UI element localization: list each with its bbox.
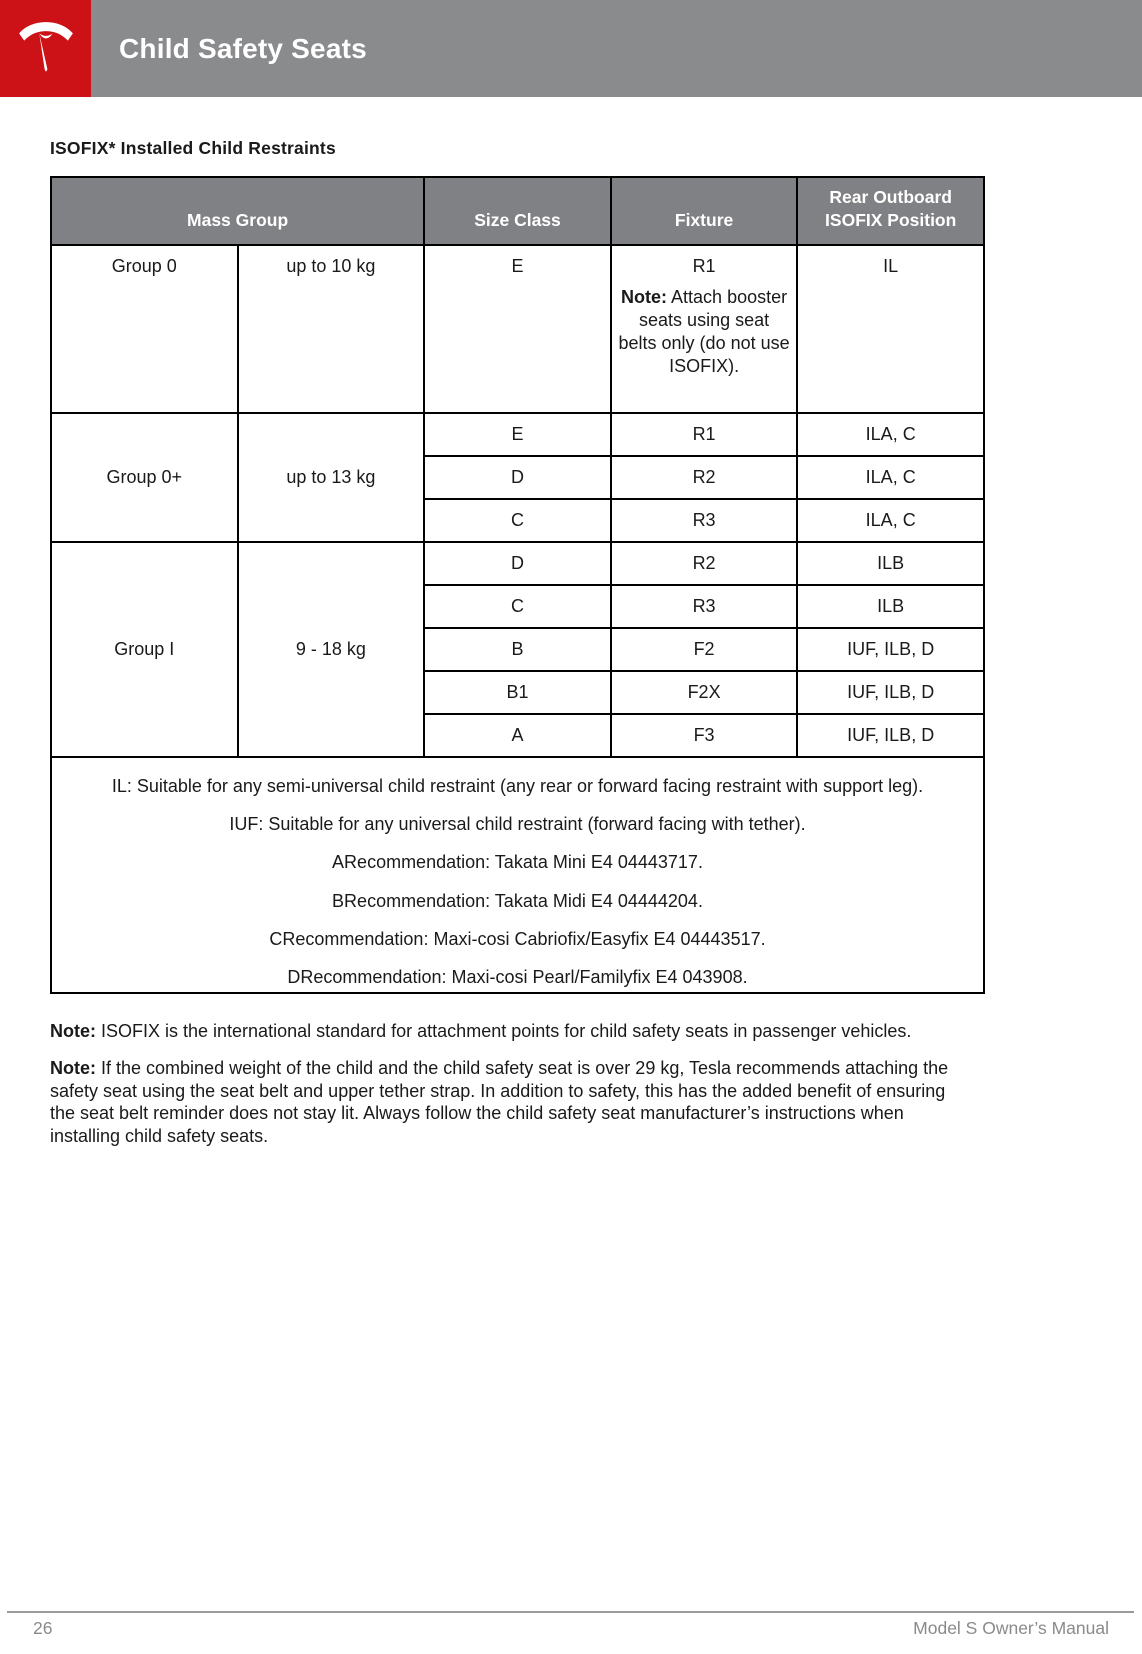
tesla-logo-icon — [18, 16, 74, 82]
fixture-cell: F3 — [611, 714, 798, 757]
page-banner — [0, 0, 1142, 97]
position-cell: IUF, ILB, D — [797, 671, 984, 714]
fixture-cell: R1 — [611, 413, 798, 456]
table-footnote: IL: Suitable for any semi-universal child restraint (any rear or forward facing restraint with support leg). — [111, 775, 924, 796]
position-cell: IUF, ILB, D — [797, 714, 984, 757]
header-position: Rear Outboard ISOFIX Position — [797, 177, 984, 245]
note-label: Note: — [50, 1020, 96, 1041]
table-row — [51, 413, 984, 456]
size-class-cell: B — [424, 628, 611, 671]
size-class-cell: D — [424, 542, 611, 585]
note-text: ISOFIX is the international standard for attachment points for child safety seats in passenger vehicles. — [96, 1020, 912, 1041]
size-class-cell: C — [424, 499, 611, 542]
size-class-cell: A — [424, 714, 611, 757]
isofix-table — [50, 176, 985, 994]
mass-group-weight-cell: 9 - 18 kg — [238, 542, 425, 757]
table-footnotes-row — [51, 757, 984, 993]
position-cell: IUF, ILB, D — [797, 628, 984, 671]
fixture-value: R1 — [692, 255, 716, 276]
size-class-cell: D — [424, 456, 611, 499]
table-row — [51, 542, 984, 585]
note-paragraph — [50, 1057, 975, 1148]
table-footnote: ARecommendation: Takata Mini E4 04443717. — [332, 852, 703, 873]
table-header-row — [51, 177, 984, 245]
mass-group-name-cell: Group I — [51, 542, 238, 757]
page-content — [50, 138, 985, 1148]
mass-group-name-cell: Group 0 — [51, 245, 238, 413]
size-class-cell: B1 — [424, 671, 611, 714]
fixture-cell: F2 — [611, 628, 798, 671]
position-cell: ILA, C — [797, 413, 984, 456]
mass-group-weight-cell: up to 13 kg — [238, 413, 425, 542]
fixture-cell: R3 — [611, 585, 798, 628]
header-size-class: Size Class — [424, 177, 611, 245]
fixture-cell: R3 — [611, 499, 798, 542]
position-cell: ILA, C — [797, 499, 984, 542]
note-label: Note: — [621, 287, 668, 307]
header-fixture: Fixture — [611, 177, 798, 245]
mass-group-weight-cell: up to 10 kg — [238, 245, 425, 413]
position-cell: IL — [797, 245, 984, 413]
note-label: Note: — [50, 1057, 96, 1078]
size-class-cell: E — [424, 245, 611, 413]
fixture-cell: R2 — [611, 542, 798, 585]
fixture-cell: F2X — [611, 671, 798, 714]
mass-group-name-cell: Group 0+ — [51, 413, 238, 542]
page-title: Child Safety Seats — [119, 32, 367, 64]
table-row — [51, 245, 984, 413]
table-footnote: IUF: Suitable for any universal child restraint (forward facing with tether). — [229, 813, 806, 834]
fixture-cell: R2 — [611, 456, 798, 499]
table-footnote: BRecommendation: Takata Midi E4 04444204. — [332, 890, 703, 911]
manual-name: Model S Owner’s Manual — [913, 1618, 1109, 1638]
position-cell: ILA, C — [797, 456, 984, 499]
header-mass-group: Mass Group — [51, 177, 424, 245]
tesla-logo-box — [0, 0, 91, 97]
table-footnote: DRecommendation: Maxi-cosi Pearl/Familyfix E4 043908. — [287, 967, 748, 988]
size-class-cell: C — [424, 585, 611, 628]
size-class-cell: E — [424, 413, 611, 456]
section-title: ISOFIX* Installed Child Restraints — [50, 138, 336, 158]
table-footnote: CRecommendation: Maxi-cosi Cabriofix/Easyfix E4 04443517. — [269, 929, 766, 950]
note-text: If the combined weight of the child and the child safety seat is over 29 kg, Tesla recommends attaching the safety seat using the seat belt and upper tether strap. In addition to safety, this has the added benefit of ensuring the seat belt reminder does not stay lit. Always follow the child safety seat manufacturer’s instructions when installing child safety seats. — [50, 1057, 949, 1147]
table-footnotes-cell — [51, 757, 984, 993]
position-cell: ILB — [797, 542, 984, 585]
note-text: Attach booster seats using seat belts only (do not use ISOFIX). — [618, 287, 790, 377]
page-number: 26 — [33, 1618, 53, 1638]
note-paragraph — [50, 1020, 975, 1043]
fixture-note — [618, 286, 791, 378]
page-footer — [7, 1611, 1134, 1639]
fixture-cell — [611, 245, 798, 413]
position-cell: ILB — [797, 585, 984, 628]
